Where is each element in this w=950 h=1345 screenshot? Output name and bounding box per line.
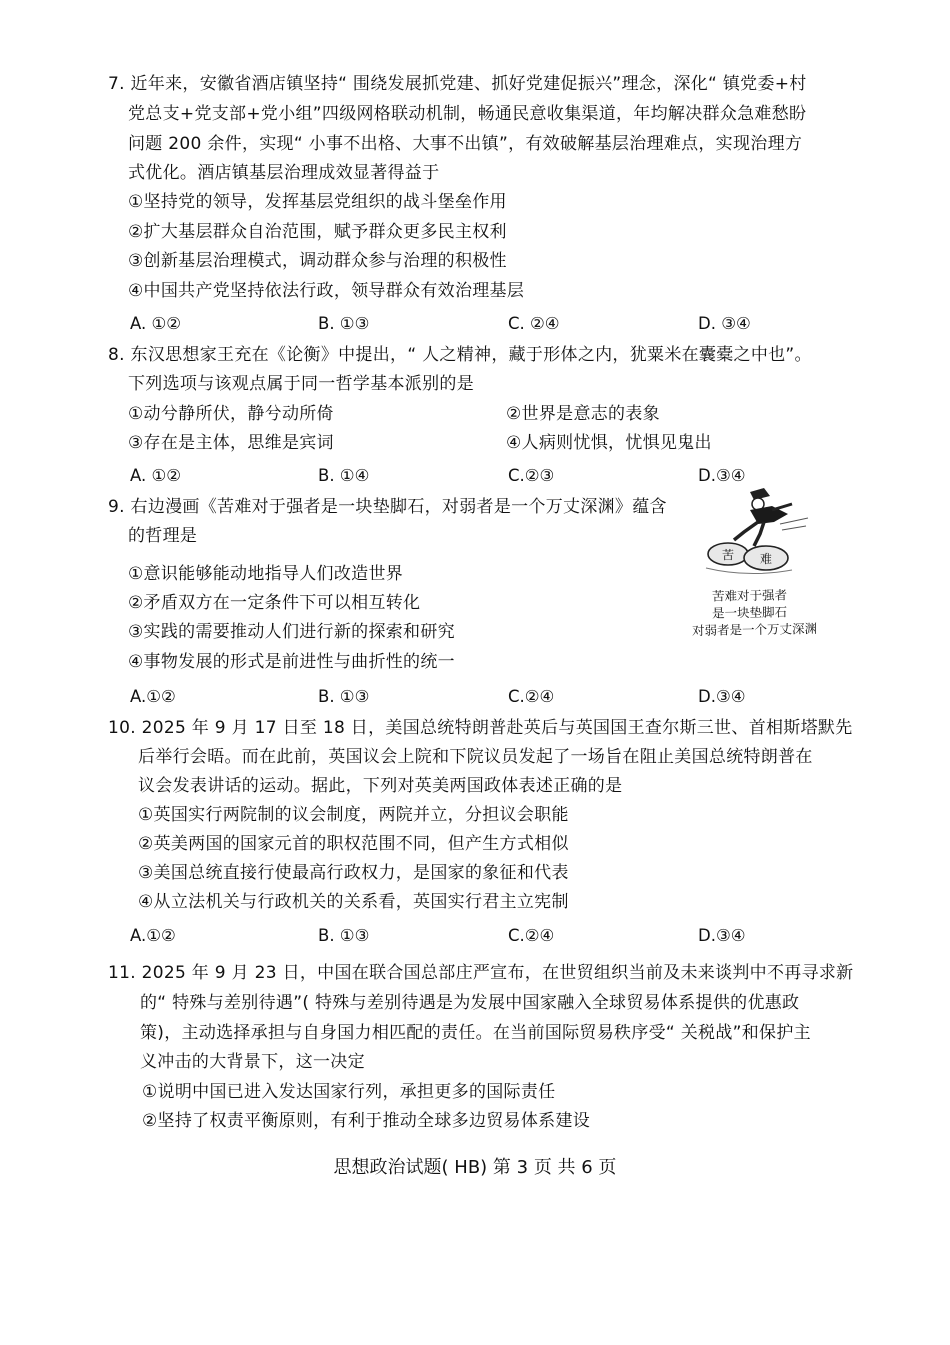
q7-option: ②扩大基层群众自治范围，赋予群众更多民主权利 — [128, 222, 507, 242]
q10-option: ④从立法机关与行政机关的关系看，英国实行君主立宪制 — [138, 892, 569, 912]
choice-d[interactable]: D.③④ — [698, 926, 746, 945]
choice-c[interactable]: C. ②④ — [508, 314, 560, 333]
choice-d[interactable]: D.③④ — [698, 687, 746, 706]
choice-d[interactable]: D.③④ — [698, 466, 746, 485]
stone-right-label: 难 — [760, 552, 773, 566]
q9-stem-line: 的哲理是 — [128, 526, 198, 546]
choice-c[interactable]: C.②④ — [508, 687, 555, 706]
choice-a[interactable]: A. ①② — [130, 466, 182, 485]
stone-left-label: 苦 — [722, 548, 735, 562]
motion-lines — [780, 518, 808, 530]
q11-stem-line: 策)，主动选择承担与自身国力相匹配的责任。在当前国际贸易秩序受“ 关税战”和保护主 — [140, 1023, 811, 1043]
choice-b[interactable]: B. ①④ — [318, 466, 370, 485]
choice-c[interactable]: C.②③ — [508, 466, 555, 485]
q7-option: ③创新基层治理模式，调动群众参与治理的积极性 — [128, 251, 507, 271]
cartoon-illustration — [688, 488, 828, 643]
ground-line — [706, 568, 792, 574]
q8-option: ④人病则忧惧，忧惧见鬼出 — [506, 433, 712, 453]
q10-stem-line: 10. 2025 年 9 月 17 日至 18 日，美国总统特朗普赴英后与英国国王查尔斯三世、首相斯塔默先 — [108, 718, 853, 738]
q11-option: ①说明中国已进入发达国家行列，承担更多的国际责任 — [142, 1082, 556, 1102]
choice-a[interactable]: A.①② — [130, 687, 176, 706]
q10-stem-line: 议会发表讲话的运动。据此，下列对英美两国政体表述正确的是 — [138, 776, 623, 796]
q7-option: ①坚持党的领导，发挥基层党组织的战斗堡垒作用 — [128, 192, 507, 212]
choice-b[interactable]: B. ①③ — [318, 687, 370, 706]
q10-option: ③美国总统直接行使最高行政权力，是国家的象征和代表 — [138, 863, 569, 883]
choice-d[interactable]: D. ③④ — [698, 314, 751, 333]
choice-b[interactable]: B. ①③ — [318, 314, 370, 333]
leg-shape — [734, 522, 758, 540]
q9-option: ①意识能够能动地指导人们改造世界 — [128, 564, 404, 584]
cartoon-caption-line: 是一块垫脚石 — [711, 604, 788, 621]
q9-option: ③实践的需要推动人们进行新的探索和研究 — [128, 622, 455, 642]
q9-choices — [130, 686, 830, 708]
choice-a[interactable]: A. ①② — [130, 314, 182, 333]
q10-option: ②英美两国的国家元首的职权范围不同，但产生方式相似 — [138, 834, 569, 854]
q11-option: ②坚持了权责平衡原则，有利于推动全球多边贸易体系建设 — [142, 1111, 591, 1131]
choice-c[interactable]: C.②④ — [508, 926, 555, 945]
choice-b[interactable]: B. ①③ — [318, 926, 370, 945]
q7-choices — [130, 313, 830, 335]
q9-stem-line: 9. 右边漫画《苦难对于强者是一块垫脚石，对弱者是一个万丈深渊》蕴含 — [108, 497, 667, 517]
q10-choices — [130, 925, 830, 947]
cartoon-caption-line: 对弱者是一个万丈深渊 — [691, 620, 818, 639]
choice-a[interactable]: A.①② — [130, 926, 176, 945]
arm-shape — [772, 504, 792, 510]
q8-stem-line: 8. 东汉思想家王充在《论衡》中提出，“ 人之精神，藏于形体之内，犹粟米在囊橐之中也”。 — [108, 345, 812, 365]
q8-choices — [130, 465, 830, 487]
q7-stem-line: 问题 200 余件，实现“ 小事不出格、大事不出镇”，有效破解基层治理难点，实现治理方 — [128, 134, 803, 154]
page-footer: 思想政治试题( HB) 第 3 页 共 6 页 — [333, 1157, 617, 1178]
q7-option: ④中国共产党坚持依法行政，领导群众有效治理基层 — [128, 281, 525, 301]
cartoon-caption-line: 苦难对于强者 — [711, 587, 788, 604]
q9-option: ④事物发展的形式是前进性与曲折性的统一 — [128, 652, 455, 672]
cartoon-drawing — [688, 488, 828, 578]
q11-stem-line: 义冲击的大背景下，这一决定 — [140, 1052, 365, 1072]
q7-stem-line: 式优化。酒店镇基层治理成效显著得益于 — [128, 163, 440, 183]
q9-option: ②矛盾双方在一定条件下可以相互转化 — [128, 593, 421, 613]
q10-stem-line: 后举行会晤。而在此前，英国议会上院和下院议员发起了一场旨在阻止美国总统特朗普在 — [138, 747, 813, 767]
q11-stem-line: 的“ 特殊与差别待遇”( 特殊与差别待遇是为发展中国家融入全球贸易体系提供的优惠政 — [140, 993, 800, 1013]
q10-option: ①英国实行两院制的议会制度，两院并立，分担议会职能 — [138, 805, 569, 825]
q7-stem-line: 党总支+党支部+党小组”四级网格联动机制，畅通民意收集渠道，年均解决群众急难愁盼 — [128, 104, 807, 124]
q8-option: ③存在是主体，思维是宾词 — [128, 433, 334, 453]
q11-stem-line: 11. 2025 年 9 月 23 日，中国在联合国总部庄严宣布，在世贸组织当前及未来谈判中不再寻求新 — [108, 963, 854, 983]
q8-option: ①动兮静所伏，静兮动所倚 — [128, 404, 334, 424]
q8-option: ②世界是意志的表象 — [506, 404, 660, 424]
q7-stem-line: 7. 近年来，安徽省酒店镇坚持“ 围绕发展抓党建、抓好党建促振兴”理念，深化“ 镇党委+村 — [108, 74, 807, 94]
q8-stem-line: 下列选项与该观点属于同一哲学基本派别的是 — [128, 374, 474, 394]
